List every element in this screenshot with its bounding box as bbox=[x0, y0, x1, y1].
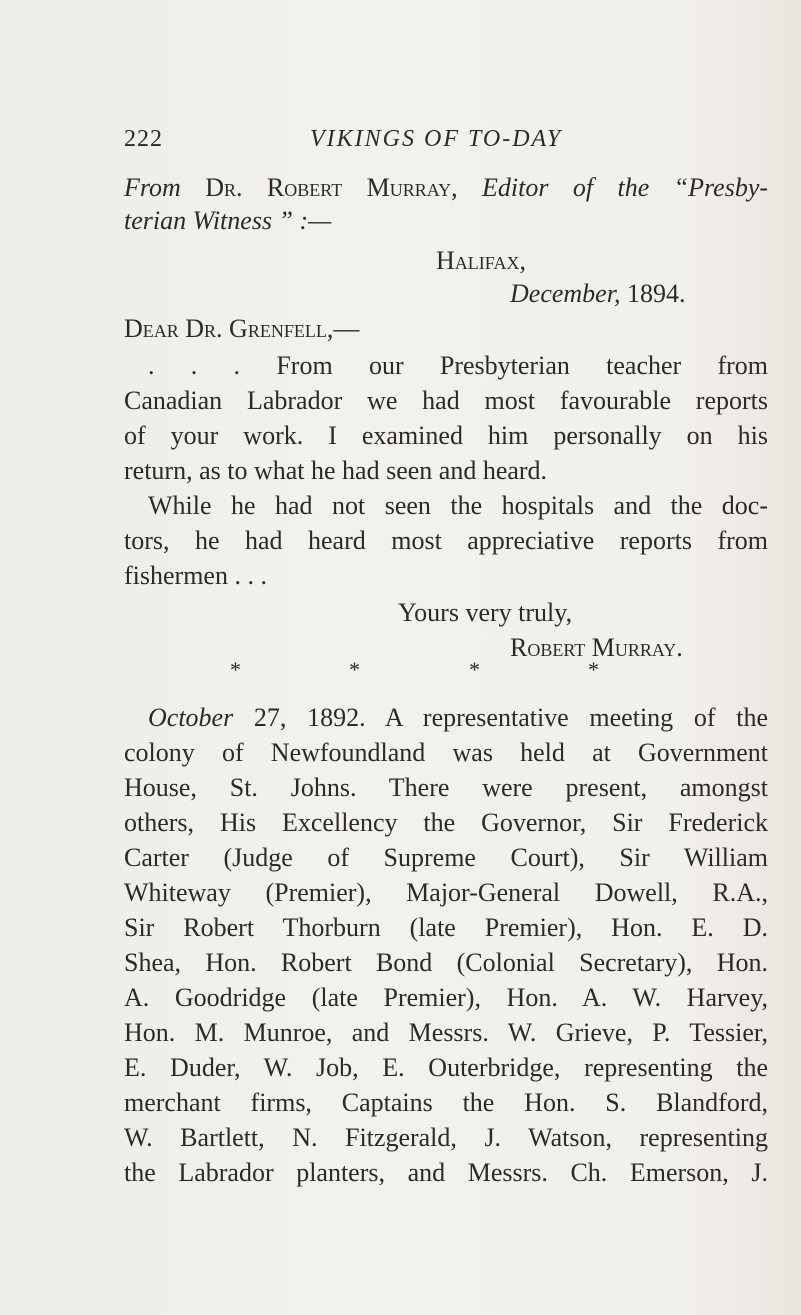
entry-first-line bbox=[148, 702, 768, 734]
entry-line: Hon. M. Munroe, and Messrs. W. Grieve, P. Tessier, bbox=[124, 1018, 768, 1047]
entry-line: W. Bartlett, N. Fitzgerald, J. Watson, representing bbox=[124, 1123, 768, 1152]
entry-line: Sir Robert Thorburn (late Premier), Hon. E. D. bbox=[124, 913, 768, 942]
intro-from: From bbox=[124, 173, 181, 202]
entry-line: A. Goodridge (late Premier), Hon. A. W. Harvey, bbox=[124, 983, 768, 1012]
letter-body-line: Canadian Labrador we had most favourable reports bbox=[124, 386, 768, 415]
entry-first-line-text: 27, 1892. A representative meeting of the bbox=[233, 703, 768, 732]
intro-name: Dr. Robert Murray, bbox=[205, 173, 458, 202]
letter-place: Halifax, bbox=[436, 246, 526, 275]
letter-date-year: 1894. bbox=[620, 279, 686, 308]
entry-line: merchant firms, Captains the Hon. S. Blandford, bbox=[124, 1088, 768, 1117]
section-separator bbox=[0, 655, 801, 685]
running-head: VIKINGS OF TO-DAY bbox=[310, 126, 563, 152]
letter-body-line: While he had not seen the hospitals and the doc- bbox=[148, 491, 768, 520]
letter-body-line: fishermen . . . bbox=[124, 561, 267, 590]
separator-star: * bbox=[469, 657, 480, 682]
intro-editor: Editor of the “Presby- bbox=[482, 173, 769, 202]
letter-intro-line-1 bbox=[124, 172, 768, 204]
page-number: 222 bbox=[124, 126, 163, 152]
letter-salutation: Dear Dr. Grenfell,— bbox=[124, 314, 360, 343]
entry-line: colony of Newfoundland was held at Government bbox=[124, 738, 768, 767]
letter-closing: Yours very truly, bbox=[398, 598, 573, 627]
letter-date-month: December, bbox=[510, 279, 621, 308]
entry-line: House, St. Johns. There were present, amongst bbox=[124, 773, 768, 802]
separator-star: * bbox=[588, 657, 599, 682]
entry-line: the Labrador planters, and Messrs. Ch. Emerson, J. bbox=[124, 1158, 768, 1187]
entry-date-month: October bbox=[148, 703, 234, 732]
letter-signature: Robert Murray. bbox=[510, 633, 683, 662]
entry-line: Shea, Hon. Robert Bond (Colonial Secretary), Hon. bbox=[124, 948, 768, 977]
letter-body-line: . . . From our Presbyterian teacher from bbox=[148, 351, 768, 380]
entry-line: Carter (Judge of Supreme Court), Sir William bbox=[124, 843, 768, 872]
letter-date bbox=[510, 278, 685, 310]
letter-body-line: tors, he had heard most appreciative reports from bbox=[124, 526, 768, 555]
separator-star: * bbox=[230, 657, 241, 682]
entry-line: Whiteway (Premier), Major-General Dowell, R.A., bbox=[124, 878, 768, 907]
entry-line: others, His Excellency the Governor, Sir Frederick bbox=[124, 808, 768, 837]
letter-body-line: return, as to what he had seen and heard. bbox=[124, 456, 548, 485]
entry-line: E. Duder, W. Job, E. Outerbridge, representing the bbox=[124, 1053, 768, 1082]
separator-star: * bbox=[349, 657, 360, 682]
letter-intro-line-2: terian Witness ” :— bbox=[124, 206, 332, 235]
letter-body-line: of your work. I examined him personally on his bbox=[124, 421, 768, 450]
